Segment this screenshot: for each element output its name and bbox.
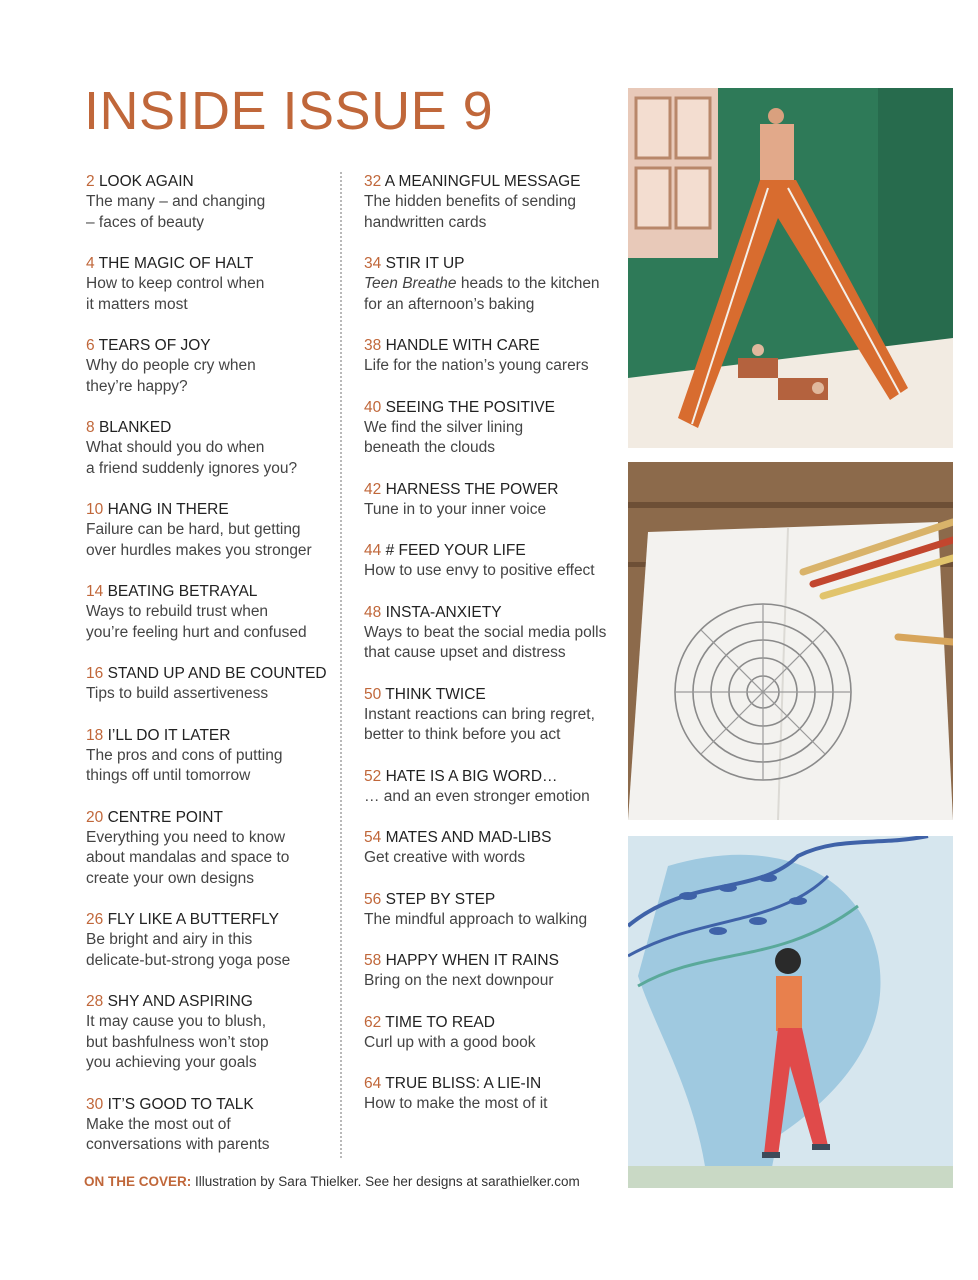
entry-description-text: Ways to beat the social media polls that cause upset and distress [364,623,607,661]
entry-description [364,971,614,992]
entry-description [86,602,336,643]
entry-description-text: … and an even stronger emotion [364,787,590,805]
page-number: 18 [86,726,104,744]
page-number: 4 [86,255,95,272]
contents-entry [364,336,614,377]
entry-heading [86,254,336,274]
contents-entry [364,951,614,992]
entry-title: HATE IS A BIG WORD… [385,767,558,785]
entry-description [86,192,336,233]
page-number: 30 [86,1095,104,1113]
entry-description [364,274,614,315]
entry-title: INSTA-ANXIETY [385,603,502,621]
entry-title: HANG IN THERE [107,501,229,518]
entry-heading [86,910,336,930]
page-number: 20 [86,808,104,826]
entry-description [364,561,614,582]
entry-description [364,192,614,233]
entry-heading [364,685,614,705]
page-number: 48 [364,603,382,621]
entry-heading [86,500,336,520]
entry-title: TEARS OF JOY [98,337,211,354]
entry-description-text: Why do people cry when they’re happy? [86,357,256,395]
entry-description-text: The pros and cons of putting things off until tomorrow [86,746,283,784]
entry-title: STAND UP AND BE COUNTED [107,665,327,682]
entry-heading [86,726,336,746]
entry-description [364,623,614,664]
contents-entry [364,398,614,459]
entry-description [86,684,336,705]
entry-description-text: Everything you need to know about mandalas and space to create your own designs [86,828,290,887]
contents-entry [364,254,614,315]
entry-heading [364,828,614,848]
entry-description [364,1094,614,1115]
entry-description-italic: Teen Breathe [364,275,457,292]
entry-title: CENTRE POINT [107,808,223,826]
contents-entry [364,603,614,664]
entry-description-text: Bring on the next downpour [364,972,554,989]
page-number: 16 [86,665,104,682]
page-number: 58 [364,952,382,969]
page-number: 56 [364,890,382,908]
entry-description-text: heads to the kitchen for an afternoon’s baking [364,275,600,313]
contents-entry [364,767,614,808]
entry-title: HANDLE WITH CARE [385,337,540,354]
entry-title: TRUE BLISS: A LIE-IN [385,1075,542,1092]
contents-entry [364,480,614,521]
entry-description-text: Instant reactions can bring regret, better to think before you act [364,705,595,743]
entry-heading [86,992,336,1012]
entry-description [364,418,614,459]
entry-description [364,848,614,869]
entry-description [364,500,614,521]
illustration-window-figure [628,88,953,448]
entry-title: SHY AND ASPIRING [107,993,253,1010]
entry-heading [86,808,336,828]
contents-entry [364,890,614,931]
contents-entry [86,808,336,890]
entry-heading [364,480,614,500]
page-number: 28 [86,993,104,1010]
entry-description-text: How to make the most of it [364,1095,548,1112]
entry-description [86,746,336,787]
entry-description-text: The hidden benefits of sending handwritten cards [364,193,576,231]
illustration-walking-girl [628,836,953,1188]
entry-heading [86,172,336,192]
photo-mandala-sketchbook [628,462,953,820]
contents-entry [86,992,336,1074]
entry-description [86,930,336,971]
page-number: 34 [364,255,382,272]
entry-description [364,1033,614,1054]
page-number: 14 [86,583,104,600]
contents-entry [86,418,336,479]
entry-heading [364,172,614,192]
page-number: 42 [364,480,382,498]
entry-description-text: It may cause you to blush, but bashfulness won’t stop you achieving your goals [86,1013,269,1071]
page-number: 62 [364,1013,382,1031]
entry-description [86,828,336,890]
entry-title: # FEED YOUR LIFE [385,542,526,559]
entry-title: THINK TWICE [385,685,486,703]
page-number: 8 [86,419,95,436]
column-divider [340,172,342,1158]
entry-description [86,520,336,561]
contents-entry [86,910,336,971]
entry-description [86,274,336,315]
entry-description-text: Life for the nation’s young carers [364,357,589,374]
entry-description-text: Tune in to your inner voice [364,500,547,518]
entry-title: THE MAGIC OF HALT [98,255,254,272]
entry-title: MATES AND MAD-LIBS [385,829,552,846]
page-number: 54 [364,829,382,846]
entry-heading [364,951,614,971]
entry-heading [364,890,614,910]
cover-credit [84,1174,580,1189]
entry-heading [364,767,614,787]
page-number: 64 [364,1075,382,1092]
page-number: 50 [364,685,382,703]
contents-entry [364,828,614,869]
entry-description [86,356,336,397]
page-number: 10 [86,501,104,518]
contents-entry [86,664,336,705]
entry-title: HARNESS THE POWER [385,480,559,498]
entry-heading [86,664,336,684]
entry-description-text: How to use envy to positive effect [364,562,595,579]
entry-description-text: What should you do when a friend suddenly ignores you? [86,439,298,477]
entry-title: A MEANINGFUL MESSAGE [384,173,581,190]
page-title: INSIDE ISSUE 9 [84,81,494,141]
entry-description-text: Ways to rebuild trust when you’re feeling hurt and confused [86,603,307,641]
contents-entry [86,336,336,397]
entry-title: IT’S GOOD TO TALK [107,1095,254,1113]
entry-description-text: We find the silver lining beneath the clouds [364,418,524,456]
entry-heading [364,254,614,274]
entry-description [86,1115,336,1156]
entry-heading [86,1095,336,1115]
entry-title: HAPPY WHEN IT RAINS [385,952,559,969]
cover-credit-label: ON THE COVER: [84,1174,192,1189]
entry-description-text: Make the most out of conversations with parents [86,1115,270,1153]
page-number: 32 [364,173,382,190]
entry-heading [86,336,336,356]
contents-entry [86,500,336,561]
page-number: 6 [86,337,95,354]
page-number: 44 [364,542,382,559]
entry-title: LOOK AGAIN [98,173,194,190]
entry-description [364,787,614,808]
entry-heading [364,398,614,418]
entry-title: STEP BY STEP [385,890,496,908]
page-number: 38 [364,337,382,354]
contents-entry [364,1074,614,1115]
contents-entry [86,582,336,643]
entry-heading [86,418,336,438]
entry-heading [364,541,614,561]
cover-credit-text: Illustration by Sara Thielker. See her designs at sarathielker.com [191,1174,580,1189]
contents-entry [364,172,614,233]
entry-title: I’LL DO IT LATER [107,726,231,744]
page-number: 40 [364,398,382,416]
entry-description [86,438,336,479]
entry-heading [364,603,614,623]
entry-title: FLY LIKE A BUTTERFLY [107,911,279,928]
entry-title: SEEING THE POSITIVE [385,398,555,416]
contents-entry [86,254,336,315]
entry-description-text: How to keep control when it matters most [86,275,265,313]
entry-description-text: Tips to build assertiveness [86,685,269,702]
page-number: 2 [86,173,95,190]
contents-entry [364,541,614,582]
entry-heading [364,336,614,356]
entry-description-text: The many – and changing – faces of beauty [86,193,266,231]
entry-description-text: The mindful approach to walking [364,910,588,928]
entry-description-text: Failure can be hard, but getting over hurdles makes you stronger [86,521,312,559]
entry-heading [364,1074,614,1094]
entry-description [86,1012,336,1074]
entry-title: BEATING BETRAYAL [107,583,258,600]
entry-description-text: Curl up with a good book [364,1033,536,1051]
page-number: 52 [364,767,382,785]
contents-entry [86,172,336,233]
entry-title: STIR IT UP [385,255,465,272]
entry-heading [86,582,336,602]
contents-entry [86,726,336,787]
entry-title: BLANKED [98,419,172,436]
contents-entry [364,1013,614,1054]
entry-description [364,910,614,931]
contents-entry [364,685,614,746]
entry-description-text: Be bright and airy in this delicate-but-strong yoga pose [86,931,291,969]
contents-entry [86,1095,336,1156]
entry-heading [364,1013,614,1033]
entry-description [364,356,614,377]
page-number: 26 [86,911,104,928]
entry-title: TIME TO READ [385,1013,495,1031]
entry-description-text: Get creative with words [364,849,526,866]
entry-description [364,705,614,746]
